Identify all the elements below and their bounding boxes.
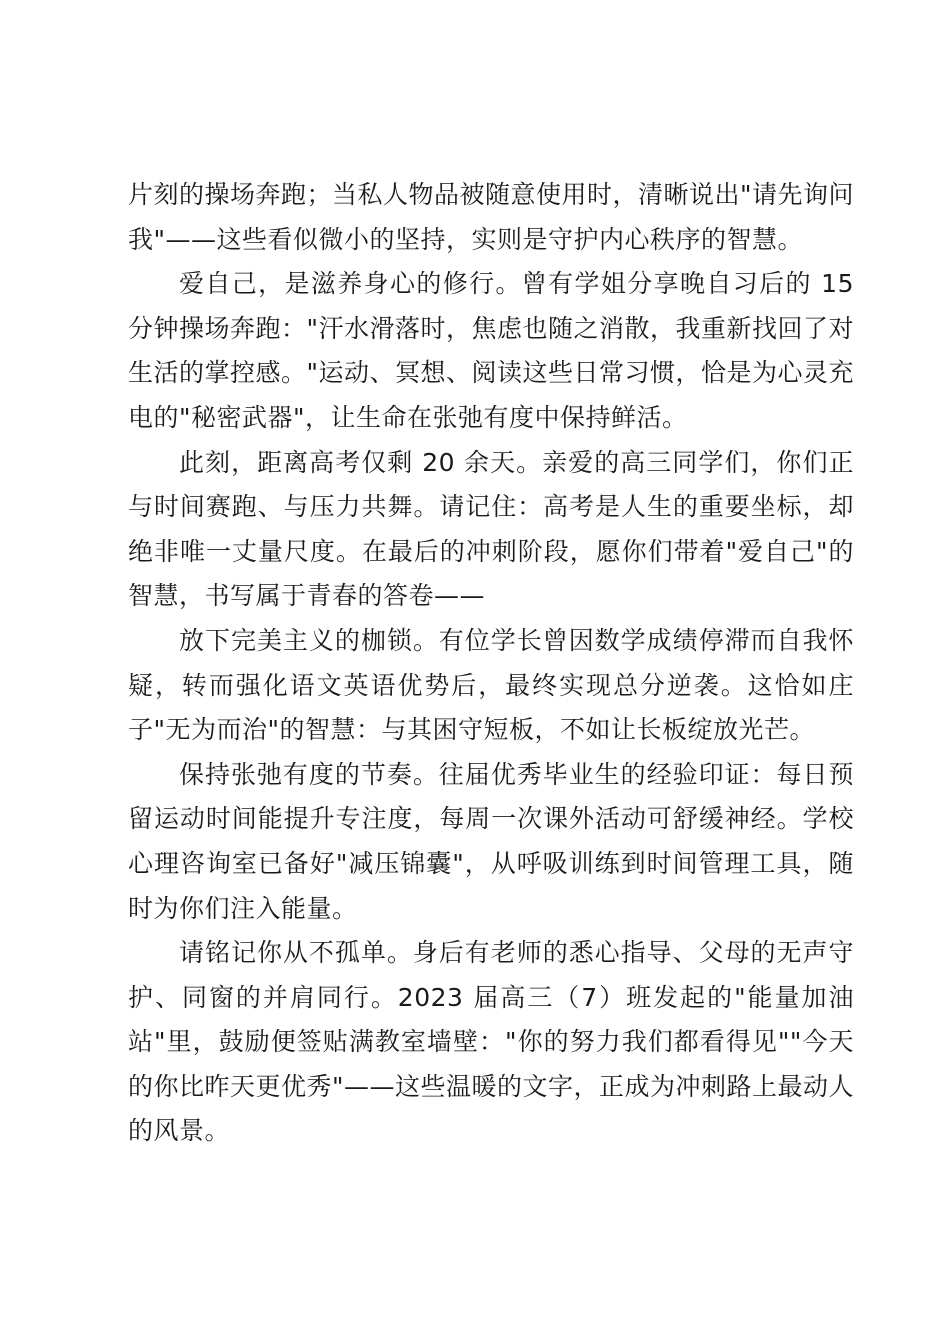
paragraph: 爱自己，是滋养身心的修行。曾有学姐分享晚自习后的 15 分钟操场奔跑："汗水滑落时，焦虑也随之消散，我重新找回了对生活的掌控感。"运动、冥想、阅读这些日常习惯，恰是为心灵充电的"秘密武器"，让生命在张弛有度中保持鲜活。 [128,269,855,432]
paragraph-continued: 片刻的操场奔跑；当私人物品被随意使用时，清晰说出"请先询问我"——这些看似微小的坚持，实则是守护内心秩序的智慧。 [128,180,855,254]
paragraph: 放下完美主义的枷锁。有位学长曾因数学成绩停滞而自我怀疑，转而强化语文英语优势后，最终实现总分逆袭。这恰如庄子"无为而治"的智慧：与其困守短板，不如让长板绽放光芒。 [128,625,854,745]
paragraph: 此刻，距离高考仅剩 20 余天。亲爱的高三同学们，你们正与时间赛跑、与压力共舞。请记住：高考是人生的重要坐标，却绝非唯一丈量尺度。在最后的冲刺阶段，愿你们带着"爱自己"的智慧，书写属于青春的答卷—— [128,447,854,611]
paragraph: 请铭记你从不孤单。身后有老师的悉心指导、父母的无声守护、同窗的并肩同行。2023 届高三（7）班发起的"能量加油站"里，鼓励便签贴满教室墙壁："你的努力我们都看得见""今天的你比昨天更优秀"——这些温暖的文字，正成为冲刺路上最动人的风景。 [128,938,855,1146]
document-body [128,173,854,1154]
paragraph: 保持张弛有度的节奏。往届优秀毕业生的经验印证：每日预留运动时间能提升专注度，每周一次课外活动可舒缓神经。学校心理咨询室已备好"减压锦囊"，从呼吸训练到时间管理工具，随时为你们注入能量。 [128,759,854,923]
